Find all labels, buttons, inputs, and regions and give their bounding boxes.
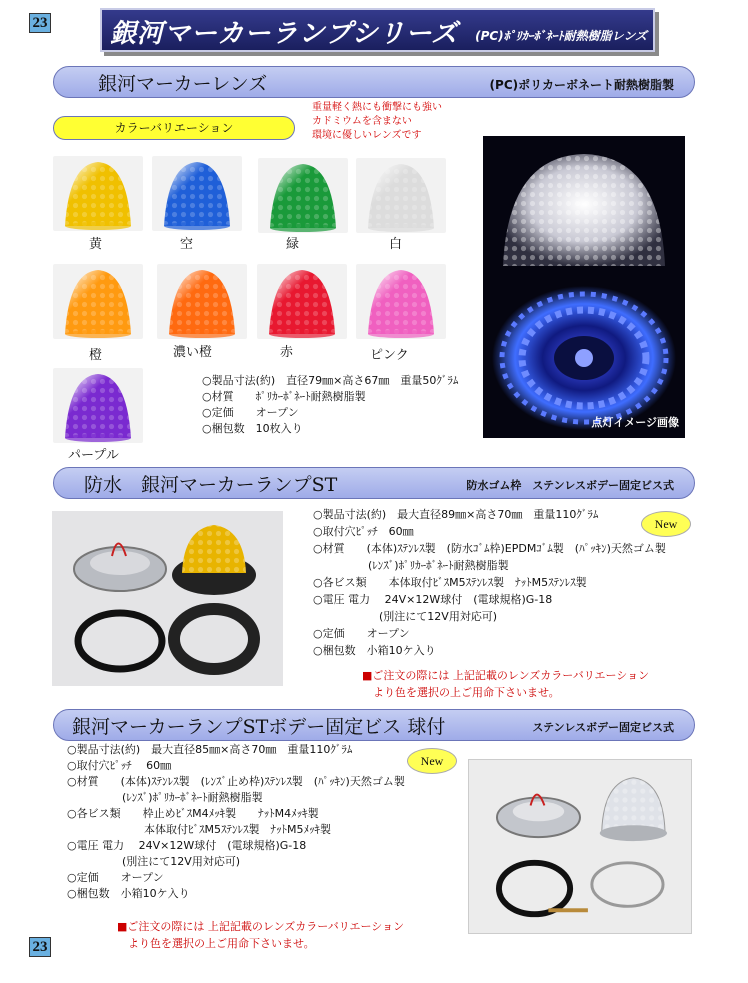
lens-color-label: 黄 bbox=[89, 237, 103, 252]
bulb-new-badge: New bbox=[407, 748, 457, 774]
spec-line: ○材質 (本体)ｽﾃﾝﾚｽ製 (ﾚﾝｽﾞ止め枠)ｽﾃﾝﾚｽ製 (ﾊﾟｯｷﾝ)天然ゴム製 bbox=[67, 775, 405, 788]
lens-color-label: 濃い橙 bbox=[173, 345, 213, 360]
lens-swatch-image bbox=[53, 264, 143, 339]
lens-color-label: 橙 bbox=[89, 348, 103, 363]
lens-swatch-image bbox=[152, 156, 242, 231]
spec-line: ○電圧 電力 24V×12W球付 (電球規格)G-18 bbox=[313, 593, 553, 606]
spec-line: ○梱包数 小箱10ケ入り bbox=[313, 644, 436, 657]
spec-line: ○取付穴ﾋﾟｯﾁ 60㎜ bbox=[313, 525, 414, 538]
st-section-subtitle: 防水ゴム枠 ステンレスボデー固定ビス式 bbox=[466, 479, 674, 492]
spec-line: ○材質 (本体)ｽﾃﾝﾚｽ製 (防水ｺﾞﾑ枠)EPDMｺﾞﾑ製 (ﾊﾟｯｷﾝ)天然ゴム製 bbox=[313, 542, 666, 555]
header-title: 銀河マーカーランプシリーズ bbox=[110, 19, 459, 49]
lens-section-title: 銀河マーカーレンズ bbox=[98, 73, 268, 95]
bulb-section-title: 銀河マーカーランプSTボデー固定ビス 球付 bbox=[72, 716, 446, 738]
lens-color-label: 赤 bbox=[280, 345, 294, 360]
spec-line: ○電圧 電力 24V×12W球付 (電球規格)G-18 bbox=[67, 839, 307, 852]
order-note-line: より色を選択の上ご用命下さいませ。 bbox=[117, 937, 315, 950]
st-section-title: 防水 銀河マーカーランプST bbox=[84, 474, 338, 496]
order-note-line: より色を選択の上ご用命下さいませ。 bbox=[362, 686, 560, 699]
lens-color-label: 緑 bbox=[286, 237, 300, 252]
spec-line: ○各ビス類 本体取付ﾋﾞｽM5ｽﾃﾝﾚｽ製 ﾅｯﾄM5ｽﾃﾝﾚｽ製 bbox=[313, 576, 587, 589]
order-note-line: ■ご注文の際には 上記記載のレンズカラーバリエーション bbox=[117, 920, 405, 933]
spec-line: ○定価 オープン bbox=[202, 406, 299, 419]
spec-line: 本体取付ﾋﾞｽM5ｽﾃﾝﾚｽ製 ﾅｯﾄM5ﾒｯｷ製 bbox=[67, 823, 331, 836]
spec-line: (ﾚﾝｽﾞ)ﾎﾟﾘｶｰﾎﾞﾈｰﾄ耐熱樹脂製 bbox=[313, 559, 509, 572]
spec-line: ○材質 ﾎﾟﾘｶｰﾎﾞﾈｰﾄ耐熱樹脂製 bbox=[202, 390, 366, 403]
lens-section-bar bbox=[53, 66, 695, 98]
st-order-note bbox=[362, 667, 649, 701]
spec-line: (別注にて12V用対応可) bbox=[67, 855, 241, 868]
lens-specs bbox=[202, 373, 458, 437]
lens-feature-notes bbox=[312, 101, 442, 143]
spec-line: (ﾚﾝｽﾞ)ﾎﾟﾘｶｰﾎﾞﾈｰﾄ耐熱樹脂製 bbox=[67, 791, 263, 804]
lens-color-label: 空 bbox=[180, 237, 194, 252]
st-product-photo bbox=[52, 511, 283, 686]
lens-color-label: 白 bbox=[389, 237, 403, 252]
bulb-product-photo bbox=[468, 759, 692, 934]
page-number-top: 23 bbox=[29, 13, 51, 33]
spec-line: ○定価 オープン bbox=[67, 871, 164, 884]
lens-section-subtitle: (PC)ポリカーボネート耐熱樹脂製 bbox=[489, 78, 674, 92]
lens-swatch-image bbox=[258, 158, 348, 233]
bulb-section-bar bbox=[53, 709, 695, 741]
bulb-specs bbox=[67, 742, 405, 902]
spec-line: ○製品寸法(約) 最大直径85㎜×高さ70㎜ 重量110ｸﾞﾗﾑ bbox=[67, 743, 353, 756]
lens-swatch-image bbox=[53, 156, 143, 231]
lens-swatch-image bbox=[257, 264, 347, 339]
spec-line: ○梱包数 小箱10ケ入り bbox=[67, 887, 190, 900]
st-specs bbox=[313, 506, 666, 659]
lens-note: カドミウムを含まない bbox=[312, 116, 412, 127]
spec-line: ○定価 オープン bbox=[313, 627, 410, 640]
lens-swatch-image bbox=[356, 264, 446, 339]
lens-swatch-image bbox=[356, 158, 446, 233]
lit-image-caption: 点灯イメージ画像 bbox=[591, 416, 679, 429]
lens-note: 環境に優しいレンズです bbox=[312, 130, 422, 141]
lens-color-label: ピンク bbox=[370, 348, 409, 363]
lens-note: 重量軽く熱にも衝撃にも強い bbox=[312, 102, 442, 113]
spec-line: (別注にて12V用対応可) bbox=[313, 610, 498, 623]
bulb-order-note bbox=[117, 918, 404, 952]
lens-swatch-image bbox=[53, 368, 143, 443]
st-section-bar bbox=[53, 467, 695, 499]
spec-line: ○梱包数 10枚入り bbox=[202, 422, 303, 435]
lit-lens-photo bbox=[483, 136, 685, 438]
order-note-line: ■ご注文の際には 上記記載のレンズカラーバリエーション bbox=[362, 669, 650, 682]
spec-line: ○製品寸法(約) 最大直径89㎜×高さ70㎜ 重量110ｸﾞﾗﾑ bbox=[313, 508, 599, 521]
header-subtitle: (PC)ﾎﾟﾘｶｰﾎﾞﾈｰﾄ耐熱樹脂レンズ bbox=[475, 29, 647, 43]
spec-line: ○製品寸法(約) 直径79㎜×高さ67㎜ 重量50ｸﾞﾗﾑ bbox=[202, 374, 459, 387]
bulb-section-subtitle: ステンレスボデー固定ビス式 bbox=[532, 721, 674, 734]
header-banner bbox=[100, 8, 655, 52]
color-variation-label: カラーバリエーション bbox=[53, 116, 295, 140]
spec-line: ○取付穴ﾋﾟｯﾁ 60㎜ bbox=[67, 759, 172, 772]
lens-color-label: パープル bbox=[68, 448, 119, 463]
spec-line: ○各ビス類 枠止めﾋﾞｽM4ﾒｯｷ製 ﾅｯﾄM4ﾒｯｷ製 bbox=[67, 807, 319, 820]
page-number-bottom: 23 bbox=[29, 937, 51, 957]
lens-swatch-image bbox=[157, 264, 247, 339]
st-new-badge: New bbox=[641, 511, 691, 537]
